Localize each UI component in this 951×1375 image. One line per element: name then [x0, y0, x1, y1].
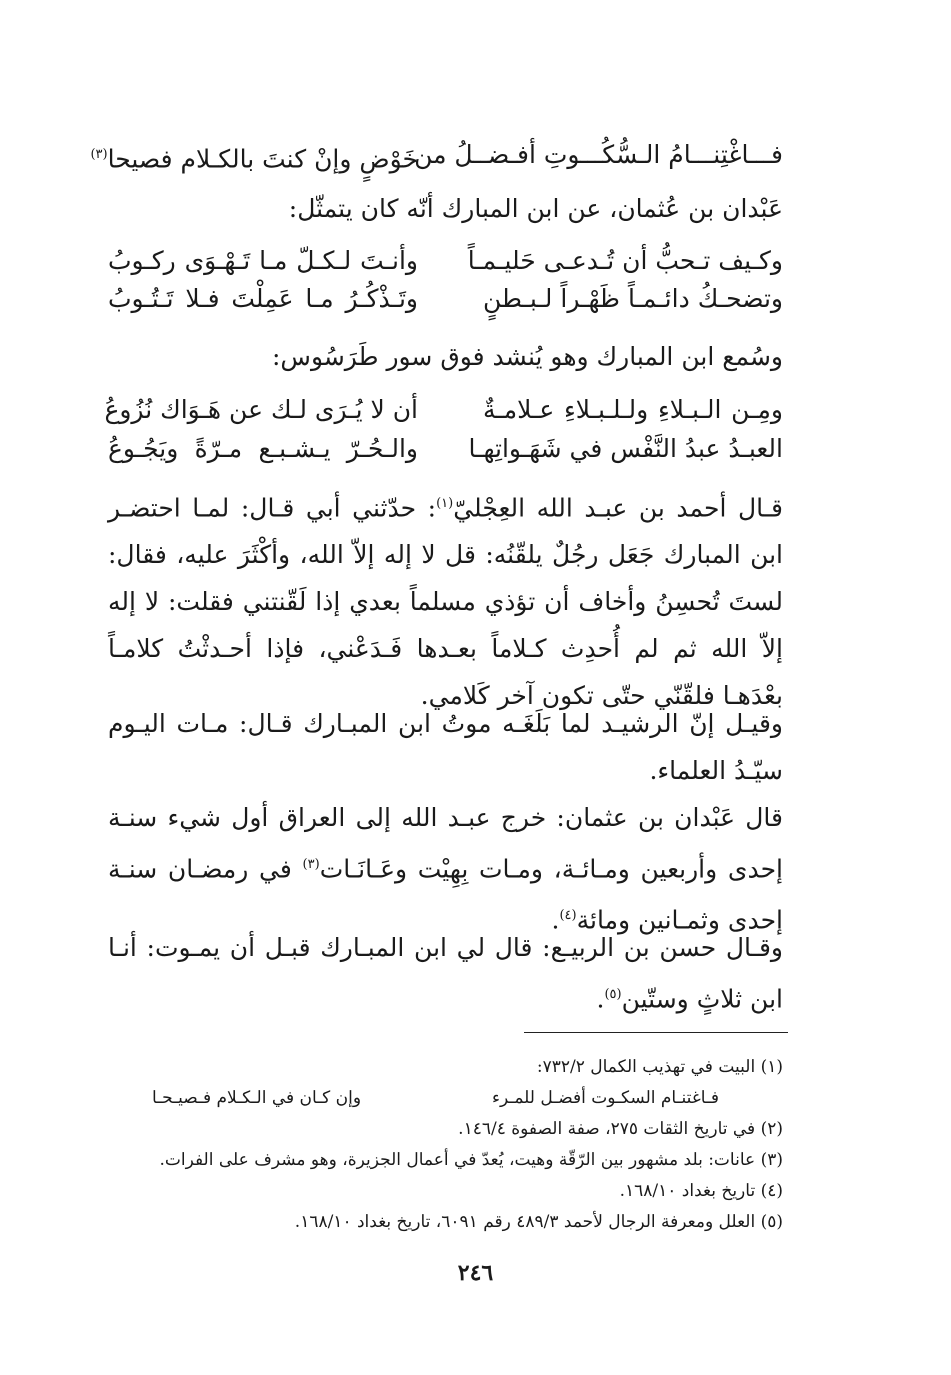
- footnote-4: (٤) تاريخ بغداد ١٦٨/١٠.: [619, 1181, 783, 1201]
- intro-line-2: وسُمع ابن المبارك وهو يُنشد فوق سور طَرَسُوس:: [272, 342, 783, 371]
- paragraph-hasan: [108, 924, 783, 1022]
- verse1-left-hemistich-wrap: [90, 138, 418, 176]
- para3-text-b: في رمضـان سنـة إحدى وثمـانين ومائة: [108, 854, 783, 935]
- paragraph-abdan: [108, 794, 783, 944]
- footnote-marker-3: (٣): [302, 857, 320, 872]
- verse3-right-2: العبـدُ عبدُ النَّفْس في شَهَـواتِهـا: [468, 434, 783, 463]
- para1-text-b: : حدّثني أبي قـال: لمـا احتضـر ابن المبارك جَعَل رجُلٌ يلقّنُه: قل لا إله إلاّ الله، وأكْثَرَ عليه، فقال: لستَ تُحسِنُ وأخاف أن تؤذي مسلماً بعدي إذا لَقّنتني فقلت: لا إله إلاّ الله ثم لم أُحدِث كـلاماً بعـدها فَـدَعْني، فإذا أحـدثْتُ كلامـاً بعْدَهـا فلقّنّي حتّى تكون آخر كَلامي.: [108, 493, 783, 711]
- footnote-marker-1: (١): [436, 496, 454, 511]
- footnote-separator: [524, 1032, 788, 1033]
- para3-text-c: .: [551, 905, 560, 935]
- verse2-left-2: وتَـذْكُـرُ مـا عَمِلْتَ فـلا تَـتُـوبُ: [108, 284, 418, 313]
- verse2-right-2: وتضحـكُ دائـمـاً ظَهْـراً لـبـطنٍ: [483, 284, 783, 313]
- footnote-marker-5: (٥): [604, 987, 622, 1002]
- para4-text-c: .: [596, 984, 605, 1014]
- footnote-marker-3a: (٣): [90, 147, 108, 162]
- footnote-marker-4: (٤): [559, 908, 577, 924]
- footnote-5: (٥) العلل ومعرفة الرجال لأحمد ٤٨٩/٣ رقم ٦٠٩١، تاريخ بغداد ١٦٨/١٠.: [294, 1212, 783, 1232]
- footnote-1-verse-right: فـاغتنـام السكـوت أفضـل للمـرء: [492, 1088, 719, 1108]
- para3-text-a: قال عَبْدان بن عثمان: خرج عبـد الله إلى العراق أول شيء سنـة إحدى وأربعين ومـائـة، ومـات بِهِيْت وعَـانَـات: [108, 803, 783, 884]
- para1-text-a: قـال أحمد بن عبـد الله العِجْليّ: [453, 493, 783, 523]
- paragraph-rashid: وقيـل إنّ الرشيـد لما بَلَغَـه موتُ ابن المبـارك قـال: مـات اليـوم سيّـدُ العلماء.: [108, 709, 783, 785]
- footnote-1-verse-left: وإن كـان في الـكـلام فـصيـحـا: [152, 1088, 362, 1108]
- verse3-left-2: والـحُـرّ يـشـبـع مـرّةً ويَجُـوعُ: [108, 434, 418, 463]
- verse1-right-hemistich: فـــاغْتِنـــامُ الـسُّكُـــوتِ أفـضــلُ من: [414, 140, 783, 169]
- para4-text-a: وقـال حسن بن الربيـع: قال لي ابن المبـارك قبـل أن يمـوت: أنـا ابن ثلاثٍ وستّين: [108, 933, 783, 1014]
- page-number: ٢٤٦: [457, 1260, 494, 1286]
- paragraph-ahmad-ijli: [108, 480, 783, 719]
- footnote-3: (٣) عانات: بلد مشهور بين الرّقّة وهيت، يُعدّ في أعمال الجزيرة، وهو مشرف على الفرات.: [159, 1150, 783, 1170]
- verse2-left-1: وأنـتَ لـكـلّ مـا تَـهْـوَى ركـوبُ: [108, 246, 418, 275]
- footnote-1: (١) البيت في تهذيب الكمال ٧٣٢/٢:: [536, 1057, 783, 1077]
- verse3-left-1: أن لا يُـرَى لـك عن هَـوَاك نُزُوعُ: [104, 395, 418, 424]
- verse3-right-1: ومِـن الـبـلاءِ ولـلـبـلاءِ عـلامـةٌ: [483, 395, 783, 424]
- footnote-2: (٢) في تاريخ الثقات ٢٧٥، صفة الصفوة ١٤٦/٤.: [458, 1119, 783, 1139]
- intro-line-1: عَبْدان بن عُثمان، عن ابن المبارك أنّه كان يتمثّل:: [288, 194, 783, 223]
- verse1-left-hemistich: خَوْضٍ وإنْ كنتَ بالكـلام فصيحا: [107, 144, 418, 174]
- verse2-right-1: وكـيف تـحبُّ أن تُـدعـى حَليـمـاً: [467, 246, 783, 275]
